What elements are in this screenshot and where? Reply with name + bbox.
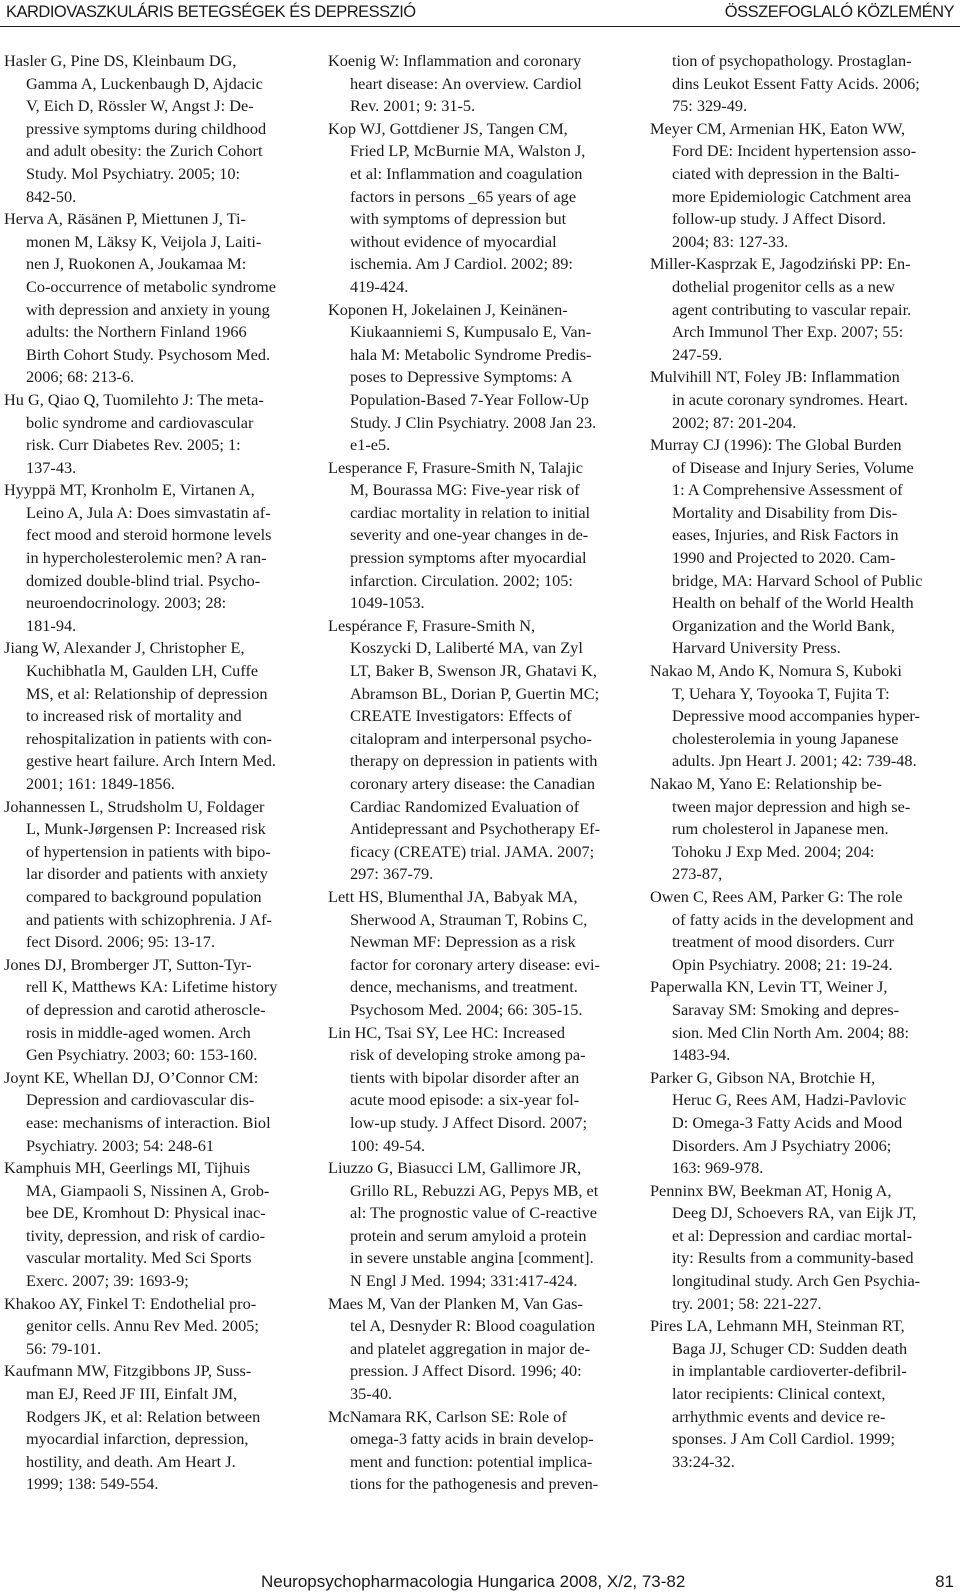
reference-line: LT, Baker B, Swenson JR, Ghatavi K, <box>350 661 597 681</box>
reference-line: in acute coronary syndromes. Heart. <box>672 389 908 409</box>
reference-entry <box>650 976 954 1066</box>
reference-entry <box>4 1157 304 1293</box>
reference-entry <box>4 1067 304 1157</box>
reference-entry <box>650 886 954 976</box>
reference-line: and adult obesity: the Zurich Cohort <box>26 141 263 161</box>
reference-line: Pires LA, Lehmann MH, Steinman RT, <box>650 1316 905 1336</box>
reference-line: genitor cells. Annu Rev Med. 2005; <box>26 1316 259 1336</box>
reference-line: 2006; 68: 213-6. <box>26 367 135 387</box>
reference-line: Murray CJ (1996): The Global Burden <box>650 435 902 455</box>
reference-entry <box>4 389 304 479</box>
reference-line: cholesterolemia in young Japanese <box>672 728 899 748</box>
reference-entry <box>4 954 304 1067</box>
reference-line: 297: 367-79. <box>350 864 434 884</box>
reference-line: 33:24-32. <box>672 1451 735 1471</box>
reference-line: bridge, MA: Harvard School of Public <box>672 570 923 590</box>
reference-line: bolic syndrome and cardiovascular <box>26 412 254 432</box>
reference-line: V, Eich D, Rössler W, Angst J: De- <box>26 96 254 116</box>
reference-line: pressive symptoms during childhood <box>26 118 267 138</box>
reference-line: Lett HS, Blumenthal JA, Babyak MA, <box>328 886 578 906</box>
reference-line: Mulvihill NT, Foley JB: Inflammation <box>650 367 900 387</box>
reference-line: CREATE Investigators: Effects of <box>350 706 572 726</box>
reference-line: 2004; 83: 127-33. <box>672 231 789 251</box>
reference-entry <box>650 773 954 886</box>
reference-entry <box>328 457 628 615</box>
reference-line: Joynt KE, Whellan DJ, O’Connor CM: <box>4 1067 259 1087</box>
reference-line: citalopram and interpersonal psycho- <box>350 728 592 748</box>
reference-entry <box>328 1157 628 1293</box>
reference-line: 100: 49-54. <box>350 1135 426 1155</box>
reference-line: and patients with schizophrenia. J Af- <box>26 909 272 929</box>
reference-line: 137-43. <box>26 457 77 477</box>
reference-line: Lesperance F, Frasure-Smith N, Talajic <box>328 457 583 477</box>
reference-line: lator recipients: Clinical context, <box>672 1384 886 1404</box>
reference-line: tivity, depression, and risk of cardio- <box>26 1225 266 1245</box>
reference-line: adults. Jpn Heart J. 2001; 42: 739-48. <box>672 751 917 771</box>
reference-line: MA, Giampaoli S, Nissinen A, Grob- <box>26 1180 270 1200</box>
reference-entry <box>4 637 304 795</box>
reference-entry <box>650 253 954 366</box>
reference-line: in implantable cardioverter-defibril- <box>672 1361 907 1381</box>
reference-line: agent contributing to vascular repair. <box>672 299 912 319</box>
reference-line: Koszycki D, Laliberté MA, van Zyl <box>350 638 583 658</box>
reference-line: infarction. Circulation. 2002; 105: <box>350 570 573 590</box>
footer-journal-citation: Neuropsychopharmacologia Hungarica 2008, X/2, 73-82 <box>261 1572 686 1591</box>
reference-entry <box>650 118 954 254</box>
reference-line: Kop WJ, Gottdiener JS, Tangen CM, <box>328 118 568 138</box>
reference-line: ischemia. Am J Cardiol. 2002; 89: <box>350 254 573 274</box>
reference-line: Lin HC, Tsai SY, Lee HC: Increased <box>328 1022 566 1042</box>
reference-line: fect mood and steroid hormone levels <box>26 525 272 545</box>
reference-line: fect Disord. 2006; 95: 13-17. <box>26 932 216 952</box>
reference-line: Depression and cardiovascular dis- <box>26 1090 255 1110</box>
reference-column-1 <box>4 50 304 1496</box>
reference-line: of hypertension in patients with bipo- <box>26 841 271 861</box>
reference-line: tween major depression and high se- <box>672 796 911 816</box>
reference-line: Gamma A, Luckenbaugh D, Ajdacic <box>26 73 263 93</box>
reference-column-2 <box>328 50 628 1496</box>
reference-line: with symptoms of depression but <box>350 209 567 229</box>
reference-line: Kaufmann MW, Fitzgibbons JP, Suss- <box>4 1361 252 1381</box>
reference-line: severity and one-year changes in de- <box>350 525 589 545</box>
reference-line: McNamara RK, Carlson SE: Role of <box>328 1406 567 1426</box>
reference-line: Penninx BW, Beekman AT, Honig A, <box>650 1180 892 1200</box>
reference-line: myocardial infarction, depression, <box>26 1429 249 1449</box>
reference-line: hala M: Metabolic Syndrome Predis- <box>350 344 592 364</box>
reference-entry <box>4 479 304 637</box>
reference-line: arrhythmic events and device re- <box>672 1406 886 1426</box>
reference-line: et al: Inflammation and coagulation <box>350 163 583 183</box>
reference-line: factor for coronary artery disease: evi- <box>350 954 600 974</box>
reference-line: Study. Mol Psychiatry. 2005; 10: <box>26 163 241 183</box>
reference-line: Herva A, Räsänen P, Miettunen J, Ti- <box>4 209 246 229</box>
reference-line: 75: 329-49. <box>672 96 748 116</box>
reference-entry <box>650 50 954 118</box>
reference-line: man EJ, Reed JF III, Einfalt JM, <box>26 1384 238 1404</box>
reference-line: try. 2001; 58: 221-227. <box>672 1293 822 1313</box>
reference-line: Cardiac Randomized Evaluation of <box>350 796 580 816</box>
reference-line: neuroendocrinology. 2003; 28: <box>26 593 227 613</box>
reference-line: Baga JJ, Schuger CD: Sudden death <box>672 1338 908 1358</box>
header-rule <box>0 26 960 27</box>
reference-line: ciated with depression in the Balti- <box>672 163 900 183</box>
reference-line: risk. Curr Diabetes Rev. 2005; 1: <box>26 435 241 455</box>
reference-line: Gen Psychiatry. 2003; 60: 153-160. <box>26 1045 258 1065</box>
reference-line: Tohoku J Exp Med. 2004; 204: <box>672 841 875 861</box>
reference-line: Hu G, Qiao Q, Tuomilehto J: The meta- <box>4 389 264 409</box>
reference-line: sponses. J Am Coll Cardiol. 1999; <box>672 1429 895 1449</box>
reference-line: factors in persons _65 years of age <box>350 186 577 206</box>
reference-line: Miller-Kasprzak E, Jagodziński PP: En- <box>650 254 911 274</box>
reference-entry <box>4 50 304 208</box>
reference-line: Parker G, Gibson NA, Brotchie H, <box>650 1067 876 1087</box>
reference-line: Newman MF: Depression as a risk <box>350 932 576 952</box>
reference-line: cardiac mortality in relation to initial <box>350 502 591 522</box>
reference-line: dence, mechanisms, and treatment. <box>350 977 578 997</box>
reference-line: heart disease: An overview. Cardiol <box>350 73 582 93</box>
reference-line: Study. J Clin Psychiatry. 2008 Jan 23. <box>350 412 597 432</box>
reference-line: M, Bourassa MG: Five-year risk of <box>350 480 580 500</box>
reference-entry <box>4 1360 304 1496</box>
reference-line: tients with bipolar disorder after an <box>350 1067 580 1087</box>
reference-line: Leino A, Jula A: Does simvastatin af- <box>26 502 271 522</box>
reference-line: Kuchibhatla M, Gaulden LH, Cuffe <box>26 661 259 681</box>
reference-line: MS, et al: Relationship of depression <box>26 683 268 703</box>
reference-line: Ford DE: Incident hypertension asso- <box>672 141 917 161</box>
reference-line: acute mood episode: a six-year fol- <box>350 1090 580 1110</box>
reference-line: Jiang W, Alexander J, Christopher E, <box>4 638 245 658</box>
reference-line: Rev. 2001; 9: 31-5. <box>350 96 476 116</box>
reference-entry <box>650 660 954 773</box>
reference-line: L, Munk-Jørgensen P: Increased risk <box>26 819 266 839</box>
reference-line: coronary artery disease: the Canadian <box>350 774 596 793</box>
reference-line: Nakao M, Yano E: Relationship be- <box>650 774 882 793</box>
reference-line: treatment of mood disorders. Curr <box>672 932 895 952</box>
reference-entry <box>328 118 628 299</box>
reference-column-3 <box>650 50 954 1473</box>
reference-line: Meyer CM, Armenian HK, Eaton WW, <box>650 118 906 138</box>
reference-line: 2002; 87: 201-204. <box>672 412 797 432</box>
reference-line: Liuzzo G, Biasucci LM, Gallimore JR, <box>328 1158 582 1178</box>
reference-line: eases, Injuries, and Risk Factors in <box>672 525 899 545</box>
reference-line: 842-50. <box>26 186 77 206</box>
reference-line: rum cholesterol in Japanese men. <box>672 819 889 839</box>
reference-line: ment and function: potential implica- <box>350 1451 593 1471</box>
reference-line: Fried LP, McBurnie MA, Walston J, <box>350 141 586 161</box>
reference-line: 1990 and Projected to 2020. Cam- <box>672 548 896 568</box>
reference-line: gestive heart failure. Arch Intern Med. <box>26 751 276 771</box>
reference-line: of Disease and Injury Series, Volume <box>672 457 914 477</box>
reference-line: 1049-1053. <box>350 593 425 613</box>
reference-line: ease: mechanisms of interaction. Biol <box>26 1112 271 1132</box>
running-header-left: KARDIOVASZKULÁRIS BETEGSÉGEK ÉS DEPRESSZIÓ <box>6 3 416 21</box>
reference-entry <box>328 50 628 118</box>
reference-line: follow-up study. J Affect Disord. <box>672 209 886 229</box>
reference-line: Kamphuis MH, Geerlings MI, Tijhuis <box>4 1158 251 1178</box>
reference-line: of fatty acids in the development and <box>672 909 914 929</box>
reference-line: rell K, Matthews KA: Lifetime history <box>26 977 278 997</box>
reference-line: Hasler G, Pine DS, Kleinbaum DG, <box>4 51 237 70</box>
reference-line: in hypercholesterolemic men? A ran- <box>26 548 267 568</box>
reference-line: Heruc G, Rees AM, Hadzi-Pavlovic <box>672 1090 907 1110</box>
reference-line: protein and serum amyloid a protein <box>350 1225 587 1245</box>
reference-line: vascular mortality. Med Sci Sports <box>26 1248 252 1268</box>
reference-line: Psychosom Med. 2004; 66: 305-15. <box>350 999 583 1019</box>
reference-line: dothelial progenitor cells as a new <box>672 276 895 296</box>
reference-line: Johannessen L, Strudsholm U, Foldager <box>4 796 265 816</box>
reference-line: Health on behalf of the World Health <box>672 593 914 613</box>
reference-line: Harvard University Press. <box>672 638 841 658</box>
reference-entry <box>4 1293 304 1361</box>
reference-line: Jones DJ, Bromberger JT, Sutton-Tyr- <box>4 954 252 974</box>
reference-entry <box>328 1293 628 1406</box>
reference-line: Paperwalla KN, Levin TT, Weiner J, <box>650 977 888 997</box>
reference-line: Hyyppä MT, Kronholm E, Virtanen A, <box>4 480 255 500</box>
reference-line: Saravay SM: Smoking and depres- <box>672 999 899 1019</box>
reference-line: Opin Psychiatry. 2008; 21: 19-24. <box>672 954 893 974</box>
reference-line: tion of psychopathology. Prostaglan- <box>672 51 912 70</box>
reference-line: pression symptoms after myocardial <box>350 548 587 568</box>
reference-line: lar disorder and patients with anxiety <box>26 864 268 884</box>
reference-line: adults: the Northern Finland 1966 <box>26 322 247 342</box>
reference-entry <box>650 434 954 660</box>
reference-line: dins Leukot Essent Fatty Acids. 2006; <box>672 73 920 93</box>
reference-line: Owen C, Rees AM, Parker G: The role <box>650 886 903 906</box>
reference-line: risk of developing stroke among pa- <box>350 1045 586 1065</box>
reference-line: without evidence of myocardial <box>350 231 557 251</box>
reference-line: Antidepressant and Psychotherapy Ef- <box>350 819 601 839</box>
reference-line: of depression and carotid atheroscle- <box>26 999 266 1019</box>
reference-line: al: The prognostic value of C-reactive <box>350 1203 597 1223</box>
page-number: 81 <box>935 1572 954 1591</box>
reference-line: 419-424. <box>350 276 409 296</box>
reference-entry <box>650 1067 954 1180</box>
reference-line: Co-occurrence of metabolic syndrome <box>26 276 276 296</box>
reference-line: Population-Based 7-Year Follow-Up <box>350 389 589 409</box>
reference-line: Sherwood A, Strauman T, Robins C, <box>350 909 588 929</box>
reference-line: to increased risk of mortality and <box>26 706 242 726</box>
reference-entry <box>4 796 304 954</box>
reference-line: sion. Med Clin North Am. 2004; 88: <box>672 1022 909 1042</box>
reference-line: 273-87, <box>672 864 723 884</box>
reference-entry <box>650 1315 954 1473</box>
reference-line: Grillo RL, Rebuzzi AG, Pepys MB, et <box>350 1180 599 1200</box>
reference-line: ficacy (CREATE) trial. JAMA. 2007; <box>350 841 595 861</box>
reference-line: Psychiatry. 2003; 54: 248-61 <box>26 1135 214 1155</box>
reference-line: et al: Depression and cardiac mortal- <box>672 1225 913 1245</box>
reference-line: bee DE, Kromhout D: Physical inac- <box>26 1203 266 1223</box>
reference-line: longitudinal study. Arch Gen Psychia- <box>672 1271 921 1291</box>
reference-entry <box>650 366 954 434</box>
reference-line: 35-40. <box>350 1384 393 1404</box>
reference-line: Kiukaanniemi S, Kumpusalo E, Van- <box>350 322 592 342</box>
reference-line: pression. J Affect Disord. 1996; 40: <box>350 1361 582 1381</box>
reference-entry <box>328 1022 628 1158</box>
reference-line: T, Uehara Y, Toyooka T, Fujita T: <box>672 683 890 703</box>
reference-entry <box>328 886 628 1022</box>
reference-line: hostility, and death. Am Heart J. <box>26 1451 236 1471</box>
reference-line: rosis in middle-aged women. Arch <box>26 1022 251 1042</box>
reference-line: tions for the pathogenesis and preven- <box>350 1474 599 1494</box>
reference-line: Rodgers JK, et al: Relation between <box>26 1406 261 1426</box>
reference-line: Disorders. Am J Psychiatry 2006; <box>672 1135 892 1155</box>
reference-line: 181-94. <box>26 615 77 635</box>
reference-entry <box>650 1180 954 1316</box>
reference-line: poses to Depressive Symptoms: A <box>350 367 573 387</box>
reference-line: Arch Immunol Ther Exp. 2007; 55: <box>672 322 904 342</box>
reference-line: domized double-blind trial. Psycho- <box>26 570 261 590</box>
reference-line: Birth Cohort Study. Psychosom Med. <box>26 344 271 364</box>
reference-line: 2001; 161: 1849-1856. <box>26 774 175 793</box>
reference-line: ity: Results from a community-based <box>672 1248 914 1268</box>
reference-line: low-up study. J Affect Disord. 2007; <box>350 1112 587 1132</box>
reference-line: 56: 79-101. <box>26 1338 102 1358</box>
reference-line: therapy on depression in patients with <box>350 751 598 771</box>
reference-line: 1: A Comprehensive Assessment of <box>672 480 903 500</box>
reference-line: and platelet aggregation in major de- <box>350 1338 591 1358</box>
reference-line: in severe unstable angina [comment]. <box>350 1248 594 1268</box>
reference-line: Lespérance F, Frasure-Smith N, <box>328 615 536 635</box>
reference-line: Maes M, Van der Planken M, Van Gas- <box>328 1293 583 1313</box>
reference-line: Organization and the World Bank, <box>672 615 895 635</box>
reference-entry <box>328 615 628 886</box>
reference-line: Abramson BL, Dorian P, Guertin MC; <box>350 683 600 703</box>
reference-line: Deeg DJ, Schoevers RA, van Eijk JT, <box>672 1203 917 1223</box>
reference-line: 247-59. <box>672 344 723 364</box>
reference-line: e1-e5. <box>350 435 391 455</box>
reference-line: Depressive mood accompanies hyper- <box>672 706 920 726</box>
reference-line: Koponen H, Jokelainen J, Keinänen- <box>328 299 568 319</box>
reference-line: Mortality and Disability from Dis- <box>672 502 898 522</box>
reference-line: Nakao M, Ando K, Nomura S, Kuboki <box>650 661 902 681</box>
reference-line: 163: 969-978. <box>672 1158 764 1178</box>
reference-line: Khakoo AY, Finkel T: Endothelial pro- <box>4 1293 257 1313</box>
reference-entry <box>328 1406 628 1496</box>
reference-line: rehospitalization in patients with con- <box>26 728 272 748</box>
reference-line: N Engl J Med. 1994; 331:417-424. <box>350 1271 578 1291</box>
reference-line: D: Omega-3 Fatty Acids and Mood <box>672 1112 903 1132</box>
reference-line: monen M, Läksy K, Veijola J, Laiti- <box>26 231 262 251</box>
running-header-right: ÖSSZEFOGLALÓ KÖZLEMÉNY <box>724 3 954 21</box>
reference-line: with depression and anxiety in young <box>26 299 270 319</box>
reference-entry <box>328 299 628 457</box>
reference-line: Exerc. 2007; 39: 1693-9; <box>26 1271 189 1291</box>
reference-line: 1483-94. <box>672 1045 731 1065</box>
reference-line: omega-3 fatty acids in brain develop- <box>350 1429 594 1449</box>
reference-line: nen J, Ruokonen A, Joukamaa M: <box>26 254 247 274</box>
reference-line: more Epidemiologic Catchment area <box>672 186 912 206</box>
reference-line: compared to background population <box>26 886 262 906</box>
reference-entry <box>4 208 304 389</box>
reference-line: 1999; 138: 549-554. <box>26 1474 159 1494</box>
reference-line: Koenig W: Inflammation and coronary <box>328 51 582 70</box>
reference-line: tel A, Desnyder R: Blood coagulation <box>350 1316 596 1336</box>
